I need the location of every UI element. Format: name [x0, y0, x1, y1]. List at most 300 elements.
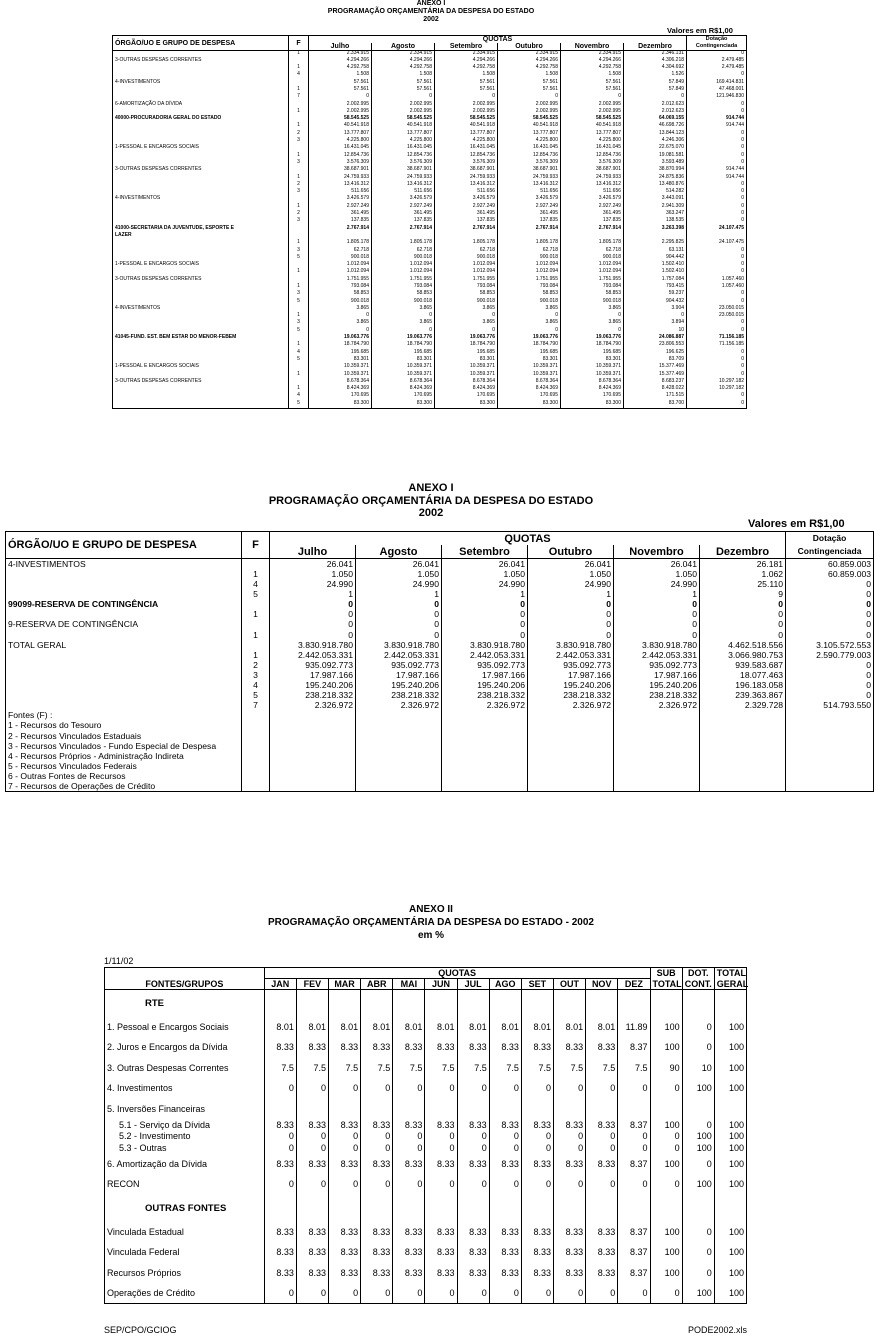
col-dot-header: Dotação Contingenciada: [687, 36, 747, 51]
subtotal-value: 100: [650, 1119, 682, 1131]
contingency-value: 0: [786, 670, 874, 680]
empty-cell: [528, 741, 614, 751]
quota-value: 10.359.371: [498, 364, 561, 371]
quota-value: 83.301: [498, 357, 561, 364]
quota-value: 1.508: [561, 72, 624, 79]
quota-value: 1.012.094: [309, 269, 372, 276]
contingency-value: 0: [687, 189, 747, 196]
section-row: [105, 990, 747, 1017]
quota-value: 1.751.955: [561, 277, 624, 284]
empty-cell: [786, 771, 874, 781]
row-source: 1: [289, 109, 309, 116]
percent-value: 0: [296, 1131, 328, 1143]
fontes-legend-line: 1 - Recursos do Tesouro: [8, 720, 102, 731]
quota-value: 1.050: [270, 569, 356, 579]
quota-value: 10.359.371: [435, 364, 498, 371]
row-label: [113, 211, 289, 218]
quota-value: 1: [270, 589, 356, 599]
quota-value: 195.685: [372, 350, 435, 357]
quota-value: 16.431.045: [435, 145, 498, 152]
table-row: [105, 1119, 747, 1131]
month-header: Julho: [270, 545, 356, 559]
total-value: 100: [714, 1017, 746, 1038]
quota-value: 0: [614, 599, 700, 609]
row-label: [113, 131, 289, 138]
empty-cell: [528, 781, 614, 792]
quota-value: 62.718: [372, 248, 435, 255]
row-source: 1: [289, 284, 309, 291]
row-source: 5: [242, 690, 270, 700]
row-source: 2: [242, 660, 270, 670]
contingency-value: 0: [687, 109, 747, 116]
empty-cell: [786, 751, 874, 761]
quota-value: 3.576.309: [435, 160, 498, 167]
percent-value: 8.33: [393, 1154, 425, 1175]
percent-value: 0: [361, 1078, 393, 1099]
annex2-title: ANEXO II: [409, 904, 453, 915]
quota-value: 2.002.995: [561, 109, 624, 116]
quota-value: 10.359.371: [498, 372, 561, 379]
quota-value: 26.041: [528, 559, 614, 570]
percent-value: [329, 1099, 361, 1120]
quota-value: 83.301: [372, 357, 435, 364]
quota-value: 900.018: [498, 299, 561, 306]
quota-value: 8.678.364: [498, 379, 561, 386]
percent-value: 0: [361, 1131, 393, 1143]
row-label: 1-PESSOAL E ENCARGOS SOCIAIS: [115, 261, 200, 268]
quota-value: 196.183.058: [700, 680, 786, 690]
legend-row: [6, 781, 874, 792]
subtotal-value: 0: [650, 1174, 682, 1195]
quota-value: 2.767.914: [372, 226, 435, 233]
row-label: 5. Inversões Financeiras: [107, 1103, 206, 1114]
empty-cell: [618, 990, 650, 1017]
percent-value: 8.33: [457, 1242, 489, 1263]
quota-value: 0: [498, 313, 561, 320]
quota-value: 0: [356, 630, 442, 640]
row-label: [113, 153, 289, 160]
quota-value: 4.292.758: [372, 65, 435, 72]
fontes-legend-line: 4 - Recursos Próprios - Administração Indireta: [8, 750, 184, 761]
percent-value: 0: [393, 1283, 425, 1304]
contingency-value: 0: [687, 262, 747, 269]
contingency-value: 0: [687, 211, 747, 218]
percent-value: 8.33: [586, 1037, 618, 1058]
total-value: 100: [714, 1283, 746, 1304]
percent-value: 8.33: [264, 1222, 296, 1243]
month-header: JUL: [457, 979, 489, 990]
percent-value: 8.01: [361, 1017, 393, 1038]
empty-cell: [650, 1195, 682, 1222]
contingency-value: 0: [687, 393, 747, 400]
contingency-value: 0: [687, 357, 747, 364]
table-row: [105, 1099, 747, 1120]
total-value: 100: [714, 1154, 746, 1175]
quota-value: 0: [528, 630, 614, 640]
quota-value: 26.181: [700, 559, 786, 570]
quota-value: 2.002.995: [498, 102, 561, 109]
contingency-value: 0: [687, 131, 747, 138]
quota-value: 4.294.266: [561, 58, 624, 65]
contingency-value: 0: [687, 299, 747, 306]
row-label: 41045-FUND. EST. BEM ESTAR DO MENOR-FEBEM: [115, 334, 237, 341]
empty-cell: [614, 720, 700, 730]
quota-value: 195.240.206: [614, 680, 700, 690]
quota-value: 935.092.773: [442, 660, 528, 670]
contingency-value: 121.946.830: [687, 94, 747, 101]
contingency-value: 0: [687, 320, 747, 327]
contingency-value: 0: [687, 51, 747, 58]
quota-value: 0: [624, 313, 687, 320]
row-label: 40000-PROCURADORIA GERAL DO ESTADO: [115, 115, 222, 122]
quota-value: 13.416.312: [561, 182, 624, 189]
contingency-value: 0: [687, 145, 747, 152]
percent-value: 8.33: [361, 1037, 393, 1058]
quota-value: 2.334.915: [498, 51, 561, 58]
quota-value: 0: [442, 630, 528, 640]
quota-value: 24.086.887: [624, 335, 687, 342]
percent-value: 8.01: [489, 1017, 521, 1038]
quota-value: 2.002.995: [561, 102, 624, 109]
quota-value: 793.084: [372, 284, 435, 291]
quota-value: 58.545.525: [561, 116, 624, 123]
annex1b-title: ANEXO I: [408, 482, 454, 494]
quota-value: 62.718: [435, 248, 498, 255]
section-row: [105, 1195, 747, 1222]
percent-value: 8.33: [457, 1037, 489, 1058]
quota-value: 83.300: [498, 401, 561, 408]
row-label: Vinculada Estadual: [107, 1226, 184, 1237]
percent-value: 8.37: [618, 1154, 650, 1175]
percent-value: 8.33: [296, 1222, 328, 1243]
quota-value: 195.240.206: [270, 680, 356, 690]
contingency-value: 0: [687, 153, 747, 160]
quota-value: 3.830.918.780: [614, 640, 700, 650]
empty-cell: [786, 761, 874, 771]
contingency-value: 10.297.182: [687, 379, 747, 386]
empty-cell: [528, 731, 614, 741]
quota-value: 238.218.332: [528, 690, 614, 700]
subtotal-value: 100: [650, 1037, 682, 1058]
row-source: 1: [289, 175, 309, 182]
quota-value: 40.541.918: [435, 123, 498, 130]
contingency-value: 1.057.460: [687, 284, 747, 291]
row-label: [6, 609, 242, 619]
empty-cell: [442, 751, 528, 761]
percent-value: 8.01: [553, 1017, 585, 1038]
quota-value: 58.545.525: [435, 116, 498, 123]
annex2-header: [0, 903, 862, 942]
table-row: [105, 1017, 747, 1038]
contingency-value: 914.744: [687, 175, 747, 182]
percent-value: 8.33: [393, 1242, 425, 1263]
table-row: [6, 569, 874, 579]
percent-value: 8.33: [489, 1263, 521, 1284]
quota-value: 8.424.369: [309, 386, 372, 393]
quota-value: 8.424.369: [561, 386, 624, 393]
quota-value: 3.426.579: [435, 196, 498, 203]
percent-value: [521, 1099, 553, 1120]
annex2-unit: em %: [417, 930, 445, 941]
quota-value: 19.063.776: [372, 335, 435, 342]
percent-value: 0: [361, 1142, 393, 1154]
percent-value: 8.33: [553, 1154, 585, 1175]
empty-cell: [700, 720, 786, 730]
quota-value: 17.987.166: [614, 670, 700, 680]
quota-value: 83.300: [561, 401, 624, 408]
contingency-value: 2.590.779.003: [786, 650, 874, 660]
percent-value: 0: [586, 1131, 618, 1143]
quota-value: 0: [561, 94, 624, 101]
quota-value: 3.904: [624, 306, 687, 313]
total-value: 100: [714, 1263, 746, 1284]
empty-cell: [296, 990, 328, 1017]
fontes-legend-line: 6 - Outras Fontes de Recursos: [8, 770, 126, 781]
empty-cell: [614, 781, 700, 792]
quota-value: 793.084: [561, 284, 624, 291]
quota-value: 0: [372, 328, 435, 335]
quota-value: 18.784.790: [372, 342, 435, 349]
percent-value: 0: [329, 1142, 361, 1154]
quota-value: 196.625: [624, 350, 687, 357]
col-dot-header: Dotação Contingenciada: [786, 532, 874, 559]
quota-value: 4.225.800: [435, 138, 498, 145]
empty-cell: [786, 781, 874, 792]
percent-value: 8.33: [296, 1037, 328, 1058]
quota-value: 1.502.410: [624, 262, 687, 269]
quota-value: 12.854.736: [561, 153, 624, 160]
percent-value: 7.5: [618, 1058, 650, 1079]
contingency-value: 0: [687, 72, 747, 79]
quota-value: 3.865: [435, 306, 498, 313]
quota-value: 0: [442, 609, 528, 619]
quota-value: 0: [356, 599, 442, 609]
percent-value: 8.33: [553, 1037, 585, 1058]
row-label: 3-OUTRAS DESPESAS CORRENTES: [115, 275, 202, 282]
quota-value: 195.685: [498, 350, 561, 357]
percent-value: 0: [393, 1078, 425, 1099]
quota-value: 19.063.776: [435, 335, 498, 342]
quota-value: 1.012.094: [435, 262, 498, 269]
percent-value: 8.01: [457, 1017, 489, 1038]
quota-value: 195.240.206: [356, 680, 442, 690]
empty-cell: [700, 751, 786, 761]
table-row: [6, 640, 874, 650]
percent-value: 0: [489, 1174, 521, 1195]
table-row: [6, 680, 874, 690]
col-f-header: F: [289, 36, 309, 51]
empty-cell: [270, 710, 356, 720]
row-label: [6, 680, 242, 690]
fontes-legend-line: 2 - Recursos Vinculados Estaduais: [8, 730, 142, 741]
percent-value: 0: [264, 1078, 296, 1099]
empty-cell: [242, 731, 270, 741]
quota-value: 2.329.728: [700, 700, 786, 710]
quota-value: 137.835: [498, 218, 561, 225]
subtotal-value: 0: [650, 1142, 682, 1154]
percent-value: 8.33: [329, 1263, 361, 1284]
quota-value: 3.443.091: [624, 196, 687, 203]
empty-cell: [528, 751, 614, 761]
quota-value: 10.359.371: [372, 364, 435, 371]
quota-value: 3.426.579: [372, 196, 435, 203]
contingency-value: 23.050.015: [687, 313, 747, 320]
quota-value: 2.334.915: [561, 51, 624, 58]
row-source: 5: [289, 357, 309, 364]
percent-value: 0: [393, 1174, 425, 1195]
contingency-value: 0: [687, 218, 747, 225]
percent-value: 8.33: [586, 1222, 618, 1243]
table-row: [6, 670, 874, 680]
empty-cell: [614, 771, 700, 781]
row-label: 5.2 - Investimento: [119, 1131, 191, 1142]
row-source: 1: [289, 204, 309, 211]
quota-value: 239.363.867: [700, 690, 786, 700]
percent-value: 8.33: [553, 1263, 585, 1284]
quota-value: 57.561: [309, 80, 372, 87]
row-label: [6, 650, 242, 660]
quota-value: 3.865: [498, 320, 561, 327]
table-row: [6, 559, 874, 570]
col-total-header: TOTAL: [714, 968, 746, 979]
percent-value: 8.37: [618, 1242, 650, 1263]
quota-value: 57.561: [372, 80, 435, 87]
table-row: [105, 1142, 747, 1154]
percent-value: 8.33: [361, 1222, 393, 1243]
row-source: 1: [242, 630, 270, 640]
row-label: 1-PESSOAL E ENCARGOS SOCIAIS: [115, 363, 200, 370]
percent-value: 0: [425, 1078, 457, 1099]
row-label: [6, 589, 242, 599]
quota-value: 57.849: [624, 80, 687, 87]
quota-value: 2.002.995: [435, 102, 498, 109]
quota-value: 1.805.178: [561, 240, 624, 247]
row-label: [6, 670, 242, 680]
empty-cell: [682, 990, 714, 1017]
subtotal-value: 100: [650, 1242, 682, 1263]
empty-cell: [329, 1195, 361, 1222]
row-label: RECON: [107, 1179, 140, 1190]
quota-value: 58.545.525: [498, 116, 561, 123]
row-source: 3: [242, 670, 270, 680]
quota-value: 935.092.773: [528, 660, 614, 670]
quota-value: 2.767.914: [561, 226, 624, 233]
table-row: [105, 1131, 747, 1143]
empty-cell: [700, 761, 786, 771]
quota-value: 0: [356, 619, 442, 629]
quota-value: 3.426.579: [561, 196, 624, 203]
quota-value: 137.835: [372, 218, 435, 225]
row-label: 2. Juros e Encargos da Dívida: [107, 1042, 228, 1053]
percent-value: [586, 1099, 618, 1120]
percent-value: 0: [329, 1078, 361, 1099]
quota-value: 0: [442, 599, 528, 609]
subtotal-value: 100: [650, 1154, 682, 1175]
quota-value: 2.326.972: [270, 700, 356, 710]
quota-value: 1.050: [614, 569, 700, 579]
quota-value: 511.656: [372, 189, 435, 196]
quota-value: 900.018: [561, 255, 624, 262]
quota-value: 17.987.166: [442, 670, 528, 680]
contingency-value: 0: [687, 255, 747, 262]
row-label: 3. Outras Despesas Correntes: [107, 1062, 229, 1073]
contingency-value: 0: [682, 1154, 714, 1175]
table-row: [6, 579, 874, 589]
subtotal-value: 0: [650, 1131, 682, 1143]
row-label: 1-PESSOAL E ENCARGOS SOCIAIS: [115, 144, 200, 151]
empty-cell: [442, 720, 528, 730]
quota-value: 939.583.687: [700, 660, 786, 670]
quota-value: 24.990: [270, 579, 356, 589]
empty-cell: [786, 741, 874, 751]
quota-value: 83.301: [561, 357, 624, 364]
empty-cell: [614, 751, 700, 761]
annex1b-table-body: [6, 559, 874, 792]
quota-value: 15.377.469: [624, 372, 687, 379]
row-label: 3-OUTRAS DESPESAS CORRENTES: [115, 166, 202, 173]
contingency-value: 100: [682, 1078, 714, 1099]
quota-value: 38.687.901: [498, 167, 561, 174]
quota-value: 58.545.525: [372, 116, 435, 123]
annex1b-subtitle: PROGRAMAÇÃO ORÇAMENTÁRIA DA DESPESA DO ESTADO: [268, 494, 594, 507]
percent-value: 0: [264, 1131, 296, 1143]
total-value: 100: [714, 1222, 746, 1243]
contingency-value: 0: [682, 1119, 714, 1131]
quota-value: 8.424.369: [435, 386, 498, 393]
percent-value: 7.5: [393, 1058, 425, 1079]
quota-value: 1.012.094: [498, 262, 561, 269]
empty-cell: [553, 1195, 585, 1222]
table-row: [6, 619, 874, 629]
row-source: 2: [289, 182, 309, 189]
empty-cell: [786, 710, 874, 720]
percent-value: 8.33: [521, 1263, 553, 1284]
quota-value: 511.656: [498, 189, 561, 196]
contingency-value: 0: [786, 599, 874, 609]
percent-value: 8.37: [618, 1037, 650, 1058]
contingency-value: 0: [786, 690, 874, 700]
empty-cell: [242, 720, 270, 730]
quota-value: 83.300: [309, 401, 372, 408]
quota-value: 26.041: [270, 559, 356, 570]
empty-cell: [270, 761, 356, 771]
quota-value: 2.326.972: [528, 700, 614, 710]
quota-value: 23.806.553: [624, 342, 687, 349]
percent-value: 0: [457, 1283, 489, 1304]
contingency-value: 0: [682, 1242, 714, 1263]
quota-value: 62.718: [309, 248, 372, 255]
quota-value: 83.709: [624, 357, 687, 364]
table-row: [6, 650, 874, 660]
percent-value: 8.01: [264, 1017, 296, 1038]
quota-value: 57.561: [498, 87, 561, 94]
percent-value: 0: [489, 1142, 521, 1154]
quota-value: 38.687.901: [309, 167, 372, 174]
quota-value: 4.225.800: [498, 138, 561, 145]
quota-value: 16.431.045: [498, 145, 561, 152]
contingency-value: 3.105.572.553: [786, 640, 874, 650]
empty-cell: [521, 1195, 553, 1222]
percent-value: 8.33: [329, 1242, 361, 1263]
quota-value: 83.301: [435, 357, 498, 364]
annex1b-year: 2002: [418, 507, 444, 520]
quota-value: 10.359.371: [561, 364, 624, 371]
quota-value: 38.687.901: [372, 167, 435, 174]
percent-value: 8.33: [457, 1154, 489, 1175]
quota-value: 1.757.084: [624, 277, 687, 284]
quota-value: 0: [435, 313, 498, 320]
quota-value: 900.018: [561, 299, 624, 306]
